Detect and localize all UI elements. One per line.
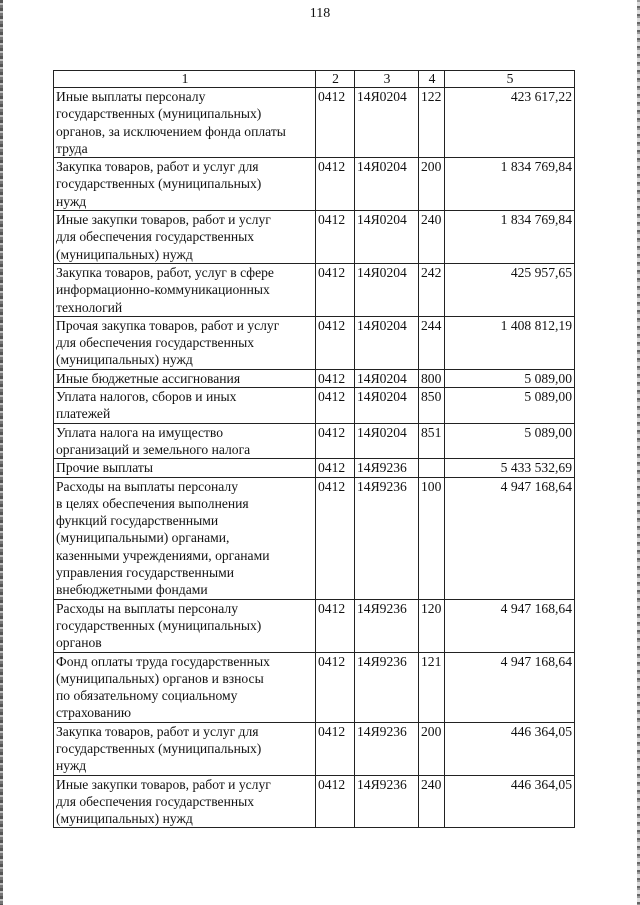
cell-section: 0412 — [316, 316, 355, 369]
cell-section: 0412 — [316, 652, 355, 722]
table-row — [54, 599, 575, 652]
cell-amount: 1 408 812,19 — [445, 316, 575, 369]
cell-expense-type: 200 — [419, 158, 445, 211]
cell-amount: 4 947 168,64 — [445, 477, 575, 599]
cell-section: 0412 — [316, 459, 355, 477]
cell-amount: 5 433 532,69 — [445, 459, 575, 477]
cell-expense-type: 244 — [419, 316, 445, 369]
cell-expense-type: 240 — [419, 775, 445, 828]
cell-expense-type: 851 — [419, 423, 445, 459]
cell-target-article: 14Я9236 — [355, 722, 419, 775]
cell-target-article: 14Я0204 — [355, 158, 419, 211]
column-header-section: 2 — [316, 71, 355, 88]
scan-edge-left — [0, 0, 3, 905]
column-header-expense-type: 4 — [419, 71, 445, 88]
table-row — [54, 158, 575, 211]
cell-section: 0412 — [316, 88, 355, 158]
table-row — [54, 263, 575, 316]
cell-section: 0412 — [316, 263, 355, 316]
page-number: 118 — [309, 6, 331, 21]
cell-name: Прочие выплаты — [54, 459, 316, 477]
cell-section: 0412 — [316, 158, 355, 211]
cell-name: Расходы на выплаты персоналу государственных (муниципальных) органов — [54, 599, 316, 652]
cell-expense-type: 122 — [419, 88, 445, 158]
cell-amount: 4 947 168,64 — [445, 599, 575, 652]
table-row — [54, 369, 575, 387]
cell-target-article: 14Я9236 — [355, 652, 419, 722]
cell-expense-type: 800 — [419, 369, 445, 387]
cell-amount: 4 947 168,64 — [445, 652, 575, 722]
cell-amount: 446 364,05 — [445, 775, 575, 828]
cell-target-article: 14Я0204 — [355, 263, 419, 316]
cell-target-article: 14Я9236 — [355, 599, 419, 652]
cell-section: 0412 — [316, 722, 355, 775]
cell-expense-type: 242 — [419, 263, 445, 316]
table-row — [54, 88, 575, 158]
budget-table — [53, 70, 575, 828]
table-row — [54, 722, 575, 775]
table-row — [54, 652, 575, 722]
table-row — [54, 388, 575, 424]
cell-name: Закупка товаров, работ и услуг для государственных (муниципальных) нужд — [54, 158, 316, 211]
cell-name: Иные выплаты персоналу государственных (муниципальных) органов, за исключением фонда оплаты труда — [54, 88, 316, 158]
cell-target-article: 14Я0204 — [355, 211, 419, 264]
cell-target-article: 14Я0204 — [355, 423, 419, 459]
budget-table-body — [54, 71, 575, 828]
column-header-amount: 5 — [445, 71, 575, 88]
cell-expense-type: 100 — [419, 477, 445, 599]
cell-expense-type: 850 — [419, 388, 445, 424]
cell-section: 0412 — [316, 423, 355, 459]
cell-target-article: 14Я9236 — [355, 477, 419, 599]
table-row — [54, 423, 575, 459]
cell-name: Иные закупки товаров, работ и услуг для обеспечения государственных (муниципальных) нужд — [54, 211, 316, 264]
cell-section: 0412 — [316, 477, 355, 599]
cell-expense-type: 120 — [419, 599, 445, 652]
cell-section: 0412 — [316, 369, 355, 387]
cell-expense-type — [419, 459, 445, 477]
cell-amount: 425 957,65 — [445, 263, 575, 316]
table-row — [54, 459, 575, 477]
cell-name: Закупка товаров, работ и услуг для государственных (муниципальных) нужд — [54, 722, 316, 775]
cell-amount: 5 089,00 — [445, 369, 575, 387]
cell-name: Иные бюджетные ассигнования — [54, 369, 316, 387]
cell-target-article: 14Я0204 — [355, 316, 419, 369]
column-header-name: 1 — [54, 71, 316, 88]
table-row — [54, 211, 575, 264]
cell-expense-type: 200 — [419, 722, 445, 775]
cell-section: 0412 — [316, 775, 355, 828]
cell-target-article: 14Я9236 — [355, 459, 419, 477]
cell-amount: 423 617,22 — [445, 88, 575, 158]
cell-name: Уплата налога на имущество организаций и земельного налога — [54, 423, 316, 459]
table-row — [54, 316, 575, 369]
cell-expense-type: 121 — [419, 652, 445, 722]
cell-amount: 5 089,00 — [445, 423, 575, 459]
cell-amount: 1 834 769,84 — [445, 211, 575, 264]
cell-expense-type: 240 — [419, 211, 445, 264]
cell-name: Фонд оплаты труда государственных (муниципальных) органов и взносы по обязательному социальному страхованию — [54, 652, 316, 722]
cell-target-article: 14Я0204 — [355, 369, 419, 387]
header-row — [54, 71, 575, 88]
column-header-target-article: 3 — [355, 71, 419, 88]
cell-amount: 1 834 769,84 — [445, 158, 575, 211]
cell-target-article: 14Я0204 — [355, 88, 419, 158]
table-row — [54, 477, 575, 599]
cell-name: Расходы на выплаты персоналу в целях обеспечения выполнения функций государственными (муниципальными) органами, казенными учреждениями, органами управления государственными внебюджетными фондами — [54, 477, 316, 599]
cell-name: Прочая закупка товаров, работ и услуг для обеспечения государственных (муниципальных) нужд — [54, 316, 316, 369]
cell-name: Иные закупки товаров, работ и услуг для обеспечения государственных (муниципальных) нужд — [54, 775, 316, 828]
cell-section: 0412 — [316, 388, 355, 424]
cell-amount: 5 089,00 — [445, 388, 575, 424]
cell-name: Уплата налогов, сборов и иных платежей — [54, 388, 316, 424]
cell-section: 0412 — [316, 599, 355, 652]
cell-amount: 446 364,05 — [445, 722, 575, 775]
cell-target-article: 14Я0204 — [355, 388, 419, 424]
cell-section: 0412 — [316, 211, 355, 264]
cell-target-article: 14Я9236 — [355, 775, 419, 828]
cell-name: Закупка товаров, работ, услуг в сфере информационно-коммуникационных технологий — [54, 263, 316, 316]
table-row — [54, 775, 575, 828]
